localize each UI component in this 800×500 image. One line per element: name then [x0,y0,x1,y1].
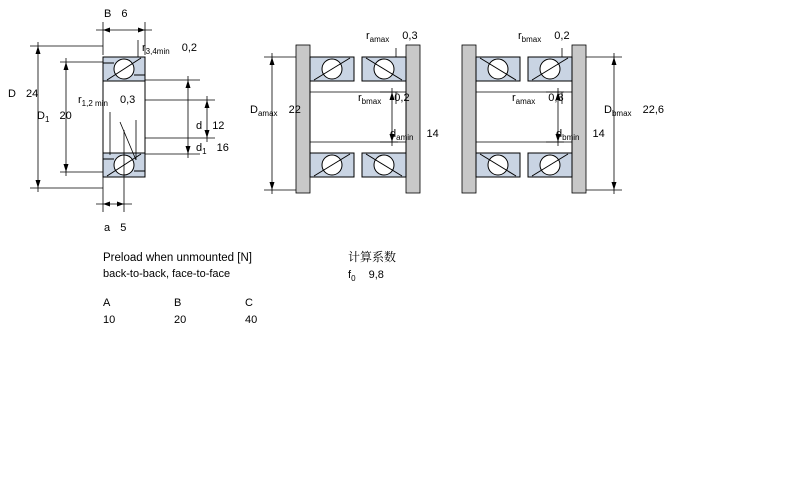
dim-symbol-dbmin: $d_{bmin}$ [556,128,580,143]
dim-label-Damax [250,104,301,118]
preload-header-C: C [245,297,253,309]
dim-label-D1 [37,110,72,124]
dim-sub-rbmax-1: bmax [521,35,542,45]
dim-symbol-d: d [196,120,203,132]
dim-symbol-Damax: $D_{amax}$ [250,104,278,119]
dim-value-d1: 16 [216,142,229,154]
dim-symbol-a: a [104,222,111,234]
dim-value-r12min: 0,3 [119,94,136,106]
f0-row [348,269,384,283]
dim-label-ramax-top-left [366,30,418,44]
dim-sub-D1: 1 [44,115,50,125]
preload-value-C: 40 [245,314,258,326]
dim-symbol-rbmax-1: $r_{bmax}$ [518,30,542,45]
dim-value-a: 5 [120,222,127,234]
dim-sub-ramax-2: amax [515,97,536,107]
dim-value-ramax-1: 0,3 [402,30,418,42]
dim-value-D1: 20 [59,110,72,122]
dim-symbol-ramax-2: $r_{amax}$ [512,92,536,107]
dim-symbol-D: D [8,88,16,100]
dim-label-d [196,120,224,132]
dim-value-dbmin: 14 [592,128,605,140]
f0-sub: 0 [351,274,356,284]
dim-symbol-d1: $d_1$ [196,142,207,157]
dim-symbol-B: B [104,8,112,20]
dim-sub-dbmin: bmin [562,133,580,143]
dim-symbol-D1: $D_1$ [37,110,50,125]
dim-value-rbmax-2: 0,2 [394,92,410,104]
dim-symbol-Dbmax: $D_{bmax}$ [604,104,632,119]
dim-label-D [8,88,38,100]
right-section-view [296,45,586,193]
dim-label-Dbmax [604,104,664,118]
dim-label-r34min [142,42,197,56]
dim-value-ramax-2: 0,3 [548,92,564,104]
dim-label-damin [390,128,439,142]
preload-header-B: B [174,297,182,309]
preload-subtitle: back-to-back, face-to-face [103,268,231,280]
dim-symbol-ramax-1: $r_{amax}$ [366,30,390,45]
dim-sub-ramax-1: amax [369,35,390,45]
dim-symbol-r34min: $r_{3,4min}$ [142,42,170,57]
dim-label-a [104,222,126,234]
f0-symbol: $f_0$ [348,269,356,284]
dim-label-dbmin [556,128,605,142]
dim-label-d1 [196,142,229,156]
dim-sub-r34min: 3,4min [145,47,170,57]
f0-value: 9,8 [368,269,384,281]
dim-label-r12min [78,94,135,108]
preload-value-A: 10 [103,314,116,326]
dim-value-Dbmax: 22,6 [642,104,664,116]
dim-value-Damax: 22 [288,104,301,116]
dim-symbol-rbmax-2: $r_{bmax}$ [358,92,382,107]
dim-label-rbmax-mid-left [358,92,410,106]
dim-sub-rbmax-2: bmax [361,97,382,107]
dim-value-D: 24 [26,88,39,100]
dim-sub-r12min: 1,2 min [81,99,108,109]
dim-value-r34min: 0,2 [181,42,198,54]
calc-factor-title: 计算系数 [348,250,397,264]
dim-label-B [104,8,128,20]
preload-value-B: 20 [174,314,187,326]
dim-label-ramax-mid-right [512,92,564,106]
dim-sub-damin: amin [396,133,414,143]
dim-value-damin: 14 [426,128,439,140]
dim-symbol-damin: $d_{amin}$ [390,128,414,143]
dim-sub-Damax: amax [257,109,278,119]
dim-sub-d1: 1 [202,147,207,157]
dim-label-rbmax-top-right [518,30,570,44]
preload-title: Preload when unmounted [N] [103,252,252,264]
preload-header-A: A [103,297,111,309]
dim-value-rbmax-1: 0,2 [554,30,570,42]
dim-value-B: 6 [121,8,128,20]
dim-sub-Dbmax: bmax [611,109,632,119]
dim-value-d: 12 [212,120,225,132]
dim-symbol-r12min: $r_{1,2 min}$ [78,94,108,109]
